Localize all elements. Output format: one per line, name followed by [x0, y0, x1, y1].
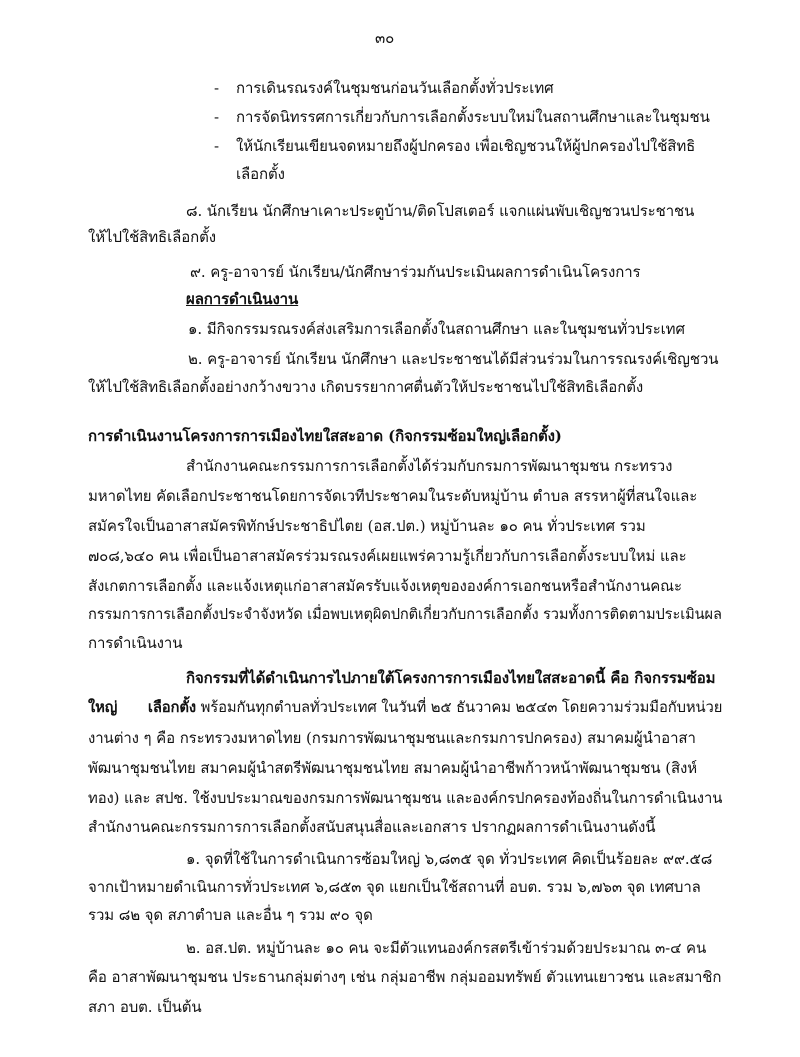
result-point-continuation: รวม ๘๒ จุด สภาตำบล และอื่น ๆ รวม ๙๐ จุด — [88, 906, 373, 924]
page-number: ๓๐ — [375, 29, 395, 47]
result-item-continuation: ให้ไปใช้สิทธิเลือกตั้งอย่างกว้างขวาง เกิดบรรยากาศตื่นตัวให้ประชาชนไปใช้สิทธิเลือกตั้ง — [88, 378, 644, 396]
result-item: ๒. ครู-อาจารย์ นักเรียน นักศึกษา และประชาชนได้มีส่วนร่วมในการรณรงค์เชิญชวน — [188, 350, 719, 368]
result-point: ๑. จุดที่ใช้ในการดำเนินการซ้อมใหญ่ ๖,๘๓๕ จุด ทั่วประเทศ คิดเป็นร้อยละ ๙๙.๕๘ — [186, 850, 713, 868]
results-heading: ผลการดำเนินงาน — [186, 290, 299, 308]
paragraph-line: มหาดไทย คัดเลือกประชาชนโดยการจัดเวทีประชาคมในระดับหมู่บ้าน ตำบล สรรหาผู้ที่สนใจและ — [88, 487, 698, 505]
paragraph-line: ๗๐๘,๖๔๐ คน เพื่อเป็นอาสาสมัครร่วมรณรงค์เผยแพร่ความรู้เกี่ยวกับการเลือกตั้งระบบใหม่ และ — [88, 547, 687, 565]
paragraph-line: สังเกตการเลือกตั้ง และแจ้งเหตุแก่อาสาสมัครรับแจ้งเหตุขององค์การเอกชนหรือสำนักงานคณะ — [88, 577, 682, 595]
paragraph-line: การดำเนินงาน — [88, 634, 183, 652]
result-point-continuation: คือ อาสาพัฒนาชุมชน ประธานกลุ่มต่างๆ เช่น กลุ่มอาชีพ กลุ่มออมทรัพย์ ตัวแทนเยาวชน และสมาชิก — [88, 968, 722, 986]
paragraph-line: ทอง) และ สปช. ใช้งบประมาณของกรมการพัฒนาชุมชน และองค์กรปกครองท้องถิ่นในการดำเนินงาน — [88, 789, 723, 807]
plain-text: พร้อมกันทุกตำบลทั่วประเทศ ในวันที่ ๒๕ ธันวาคม ๒๕๔๓ โดยความร่วมมือกับหน่วย — [200, 699, 723, 716]
section-heading: การดำเนินงานโครงการการเมืองไทยใสสะอาด (กิจกรรมซ้อมใหญ่เลือกตั้ง) — [88, 427, 562, 445]
paragraph-line: สำนักงานคณะกรรมการการเลือกตั้งสนับสนุนสื่อและเอกสาร ปรากฏผลการดำเนินงานดังนี้ — [88, 818, 656, 836]
bullet-item-continuation: เลือกตั้ง — [236, 165, 285, 183]
paragraph-line: สมัครใจเป็นอาสาสมัครพิทักษ์ประชาธิปไตย (อส.ปต.) หมู่บ้านละ ๑๐ คน ทั่วประเทศ รวม — [88, 517, 646, 535]
numbered-item: ๘. นักเรียน นักศึกษาเคาะประตูบ้าน/ติดโปสเตอร์ แจกแผ่นพับเชิญชวนประชาชน — [186, 202, 695, 220]
result-item: ๑. มีกิจกรรมรณรงค์ส่งเสริมการเลือกตั้งในสถานศึกษา และในชุมชนทั่วประเทศ — [188, 320, 685, 338]
bold-text: เลือกตั้ง — [147, 699, 197, 716]
paragraph-line — [88, 697, 722, 719]
paragraph-line: งานต่าง ๆ คือ กระทรวงมหาดไทย (กรมการพัฒนาชุมชนและกรมการปกครอง) สมาคมผู้นำอาสา — [88, 729, 696, 747]
bullet-item: - ให้นักเรียนเขียนจดหมายถึงผู้ปกครอง เพื่อเชิญชวนให้ผู้ปกครองไปใช้สิทธิ — [214, 137, 696, 155]
bullet-item: - การเดินรณรงค์ในชุมชนก่อนวันเลือกตั้งทั่วประเทศ — [214, 79, 554, 97]
paragraph-line: กรรมการการเลือกตั้งประจำจังหวัด เมื่อพบเหตุผิดปกติเกี่ยวกับการเลือกตั้ง รวมทั้งการติดตามประเมินผล — [88, 606, 722, 623]
numbered-item-continuation: ให้ไปใช้สิทธิเลือกตั้ง — [88, 228, 216, 246]
result-point-continuation: สภา อบต. เป็นต้น — [88, 998, 202, 1016]
result-point-continuation: จากเป้าหมายดำเนินการทั่วประเทศ ๖,๘๕๓ จุด แยกเป็นใช้สถานที่ อบต. รวม ๖,๗๖๓ จุด เทศบาล — [88, 878, 701, 896]
numbered-item: ๙. ครู-อาจารย์ นักเรียน/นักศึกษาร่วมกันประเมินผลการดำเนินโครงการ — [190, 263, 641, 281]
paragraph-line: พัฒนาชุมชนไทย สมาคมผู้นำสตรีพัฒนาชุมชนไทย สมาคมผู้นำอาชีพก้าวหน้าพัฒนาชุมชน (สิงห์ — [88, 759, 698, 777]
paragraph-line: กิจกรรมที่ได้ดำเนินการไปภายใต้โครงการการเมืองไทยใสสะอาดนี้ คือ กิจกรรมซ้อม — [186, 669, 716, 687]
bullet-item: - การจัดนิทรรศการเกี่ยวกับการเลือกตั้งระบบใหม่ในสถานศึกษาและในชุมชน — [214, 108, 710, 126]
bold-text: ใหญ่ — [88, 699, 118, 716]
result-point: ๒. อส.ปต. หมู่บ้านละ ๑๐ คน จะมีตัวแทนองค์กรสตรีเข้าร่วมด้วยประมาณ ๓-๔ คน — [186, 939, 707, 957]
paragraph-line: สำนักงานคณะกรรมการการเลือกตั้งได้ร่วมกับกรมการพัฒนาชุมชน กระทรวง — [186, 457, 673, 475]
